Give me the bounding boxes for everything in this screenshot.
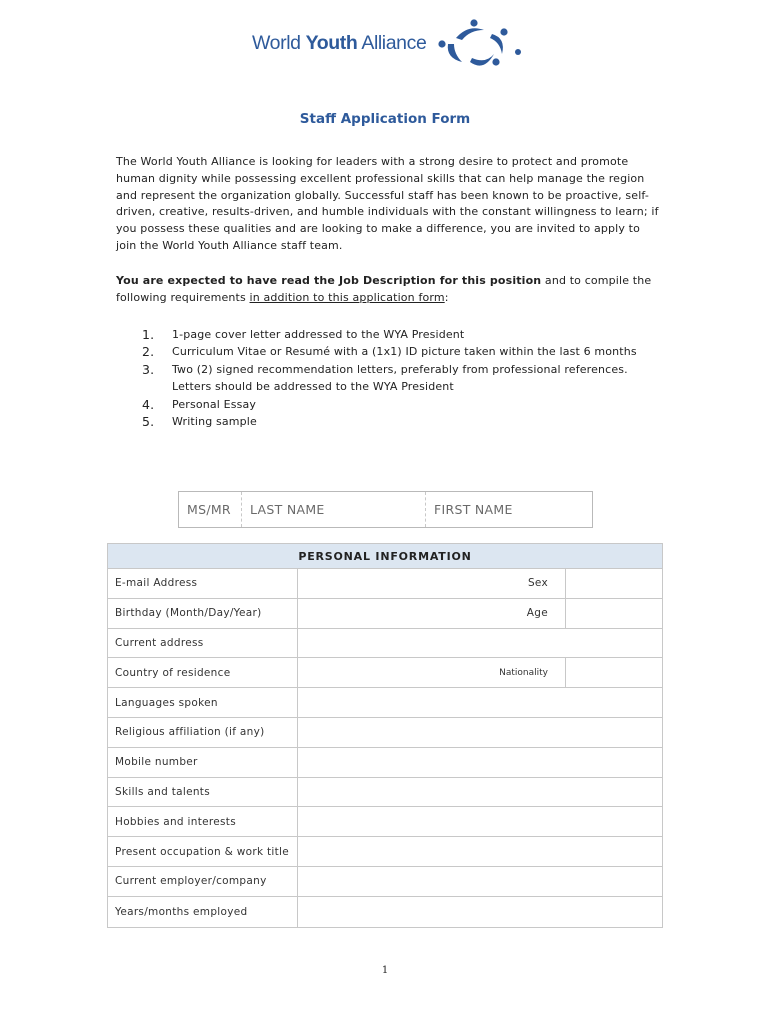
- hobbies-field[interactable]: [298, 807, 662, 836]
- table-row: [108, 629, 662, 659]
- logo-wordmark: World Youth Alliance: [252, 32, 427, 54]
- table-row: [108, 688, 662, 718]
- current-address-label: Current address: [115, 636, 204, 649]
- skills-field[interactable]: [298, 778, 662, 807]
- personal-information-table: [107, 543, 663, 928]
- mobile-number-field[interactable]: [298, 748, 662, 777]
- table-row: [108, 778, 662, 808]
- last-name-field[interactable]: LAST NAME: [242, 492, 426, 527]
- expectation-underlined: in addition to this application form: [249, 290, 445, 304]
- first-name-field[interactable]: FIRST NAME: [434, 502, 513, 517]
- intro-paragraph: The World Youth Alliance is looking for leaders with a strong desire to protect and promote human dignity while possessing excellent professional skills that can help manage the region and represent the organization globally. Successful staff has been known to be proactive, self-driven, creative, results-driven, and humble individuals with the constant willingness to learn; if you possess these qualities and are looking to make a difference, you are invited to apply to join the World Youth Alliance staff team.: [116, 155, 659, 252]
- skills-label: Skills and talents: [115, 785, 210, 798]
- page-number: 1: [381, 965, 389, 976]
- birthday-label: Birthday (Month/Day/Year): [115, 607, 262, 620]
- table-row: [108, 837, 662, 867]
- expectation-bold: You are expected to have read the Job Description for this position: [116, 274, 542, 287]
- current-address-field[interactable]: [298, 629, 662, 658]
- country-label: Country of residence: [115, 666, 231, 679]
- list-item: 4. Personal Essay: [142, 396, 257, 412]
- table-row: [108, 807, 662, 837]
- languages-label: Languages spoken: [115, 696, 218, 709]
- wya-figures-icon: [434, 18, 522, 70]
- personal-information-heading: PERSONAL INFORMATION: [108, 544, 662, 569]
- name-fields: [178, 491, 593, 528]
- years-employed-label: Years/months employed: [115, 905, 248, 918]
- nationality-field[interactable]: [566, 658, 662, 687]
- table-row: [108, 897, 662, 927]
- list-item: 1. 1-page cover letter addressed to the WYA President: [142, 327, 465, 342]
- years-employed-field[interactable]: [298, 897, 662, 927]
- occupation-field[interactable]: [298, 837, 662, 866]
- religious-affiliation-label: Religious affiliation (if any): [115, 726, 265, 739]
- table-row: [108, 658, 662, 688]
- sex-field[interactable]: [566, 569, 662, 598]
- nationality-label: Nationality: [499, 667, 548, 678]
- table-row: [108, 718, 662, 748]
- mobile-number-label: Mobile number: [115, 756, 198, 769]
- list-item: 2. Curriculum Vitae or Resumé with a (1x1) ID picture taken within the last 6 months: [142, 344, 637, 360]
- table-row: [108, 599, 662, 629]
- age-label: Age: [526, 607, 548, 620]
- languages-field[interactable]: [298, 688, 662, 717]
- religious-affiliation-field[interactable]: [298, 718, 662, 747]
- requirements-intro: You are expected to have read the Job Description for this position and to compile the following requirements in addition to this application form:: [116, 274, 652, 304]
- age-field[interactable]: [566, 599, 662, 628]
- wya-logo: [252, 18, 522, 70]
- sex-label: Sex: [527, 577, 548, 590]
- table-row: [108, 748, 662, 778]
- list-item: 3. Two (2) signed recommendation letters, preferably from professional references. Letters should be addressed to the WYA President: [142, 361, 628, 394]
- requirements-list: [142, 326, 662, 430]
- occupation-label: Present occupation & work title: [115, 845, 290, 858]
- hobbies-label: Hobbies and interests: [115, 815, 236, 828]
- employer-field[interactable]: [298, 867, 662, 896]
- email-label: E-mail Address: [115, 577, 198, 590]
- table-row: [108, 867, 662, 897]
- employer-label: Current employer/company: [115, 875, 267, 888]
- title-field[interactable]: MS/MR: [179, 492, 242, 527]
- table-row: [108, 569, 662, 599]
- form-title: Staff Application Form: [299, 111, 471, 127]
- list-item: 5. Writing sample: [142, 414, 257, 430]
